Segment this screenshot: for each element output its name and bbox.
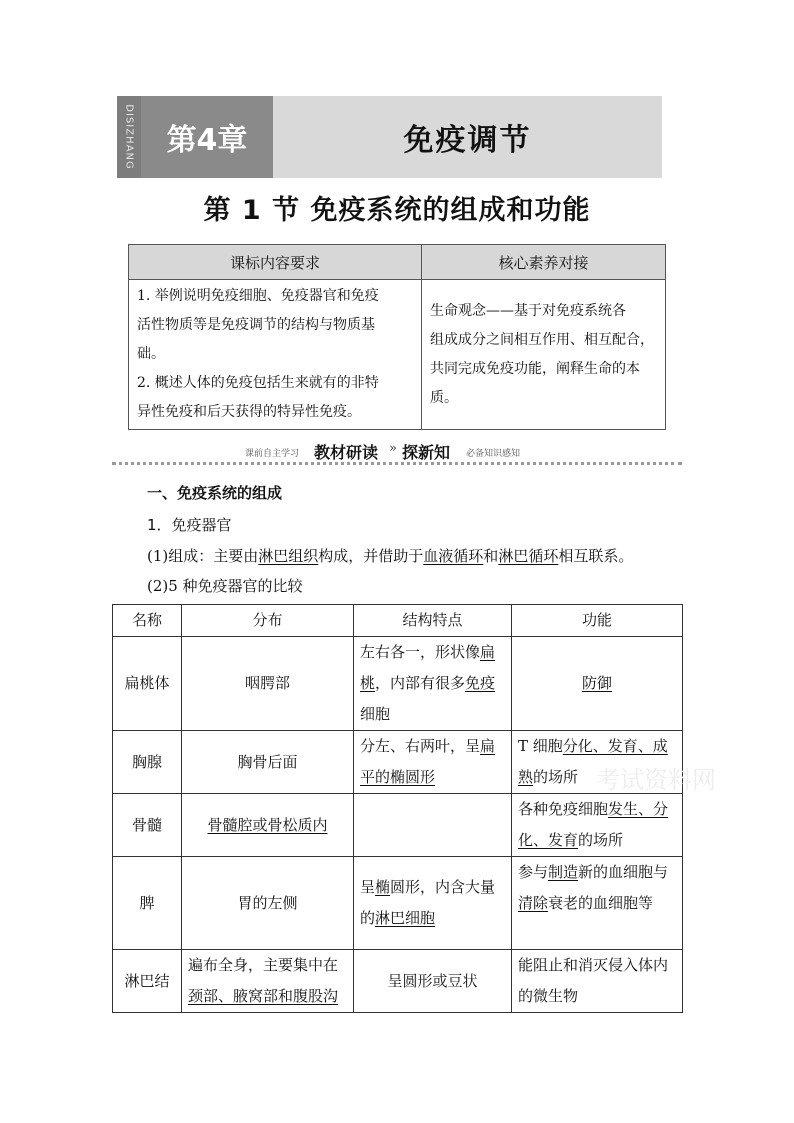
underlined-text: 椭: [375, 878, 391, 896]
text: ，内部有很多: [375, 674, 466, 692]
text: 细胞: [360, 705, 391, 723]
divider-main-b: 探新知: [402, 443, 451, 462]
text: 参与: [518, 863, 549, 881]
divider-left-label: 课前自主学习: [245, 449, 300, 459]
text: (1)组成：主要由: [147, 547, 259, 565]
literacy-line: 组成成分之间相互作用、相互配合，: [430, 331, 654, 348]
underlined-text: 淋巴细胞: [375, 909, 436, 927]
cell-distribution: [182, 950, 354, 1013]
divider-main-a: 教材研读: [314, 443, 379, 462]
cell-structure: [354, 794, 512, 857]
standards-literacy: [422, 280, 666, 430]
cell-structure: [354, 857, 512, 950]
underlined-text: 扁平的椭圆形: [360, 737, 496, 786]
divider-right-label: 必备知识感知: [466, 449, 521, 459]
cell-distribution: 胸骨后面: [182, 731, 354, 794]
text: 分左、右两叶，呈: [360, 737, 481, 755]
underlined-text: 制造: [548, 863, 579, 881]
col-header-name: 名称: [113, 605, 182, 637]
cell-function: [512, 637, 683, 731]
table-header-row: [113, 605, 683, 637]
text: 构成，并借助于: [318, 547, 424, 565]
req-line: 活性物质等是免疫调节的结构与物质基: [137, 317, 375, 333]
cell-name: 脾: [113, 857, 182, 950]
standards-body-row: [129, 280, 666, 430]
literacy-line: 质。: [430, 389, 458, 406]
standards-requirements: [129, 280, 422, 430]
cell-function: 能阻止和消灭侵入体内的微生物: [512, 950, 683, 1013]
col-header-distribution: 分布: [182, 605, 354, 637]
cell-structure: [354, 731, 512, 794]
side-tag-text: DISIZHANG: [123, 104, 135, 170]
cell-name: 胸腺: [113, 731, 182, 794]
underlined-text: 骨髓腔或骨松质内: [207, 815, 328, 834]
chapter-side-tag: [117, 96, 141, 178]
text: 圆形，内含大量的: [360, 878, 496, 927]
section-title: 第 1 节 免疫系统的组成和功能: [203, 195, 591, 226]
chapter-number: 第4章: [166, 123, 248, 158]
chapter-title: 免疫调节: [403, 123, 532, 158]
underlined-text: 扁桃: [360, 643, 496, 692]
divider-arrow-icon: »: [389, 441, 397, 456]
cell-name: 淋巴结: [113, 950, 182, 1013]
cell-name: 扁桃体: [113, 637, 182, 731]
text: 呈: [360, 878, 376, 896]
col-header-function: 功能: [512, 605, 683, 637]
standards-table: [128, 244, 666, 430]
heading-immune-system: 一、免疫系统的组成: [147, 484, 283, 502]
underlined-text: 血液循环: [423, 547, 484, 565]
divider-rule: [112, 462, 682, 465]
underlined-text: 清除: [518, 894, 549, 912]
col-header-structure: 结构特点: [354, 605, 512, 637]
req-line: 异性免疫和后天获得的特异性免疫。: [137, 404, 361, 420]
text: 各种免疫细胞: [518, 800, 609, 818]
cell-distribution: [182, 794, 354, 857]
cell-name: 骨髓: [113, 794, 182, 857]
text: 相互联系。: [558, 547, 634, 565]
chapter-number-box: [141, 96, 273, 178]
cell-function: [512, 857, 683, 950]
watermark: 考试资料网: [596, 766, 716, 794]
text: T 细胞: [518, 737, 563, 755]
req-line: 1. 举例说明免疫细胞、免疫器官和免疫: [137, 288, 379, 304]
section-divider: [112, 437, 682, 463]
cell-distribution: 咽腭部: [182, 637, 354, 731]
cell-structure: 呈圆形或豆状: [354, 950, 512, 1013]
text: 的场所: [578, 831, 624, 849]
underlined-text: 分化、发育、成熟: [518, 737, 668, 786]
text: 新的血细胞与: [578, 863, 669, 881]
text: 遍布全身，主要集中在: [188, 956, 339, 974]
literacy-line: 生命观念——基于对免疫系统各: [430, 302, 626, 319]
paragraph-comparison: (2)5 种免疫器官的比较: [147, 577, 303, 595]
underlined-text: 颈部、腋窝部和腹股沟: [188, 987, 339, 1005]
standards-header-row: [129, 245, 666, 280]
table-row: [113, 794, 683, 857]
text: 的场所: [533, 768, 579, 786]
req-line: 2. 概述人体的免疫包括生来就有的非特: [137, 375, 379, 391]
immune-organ-table: [112, 604, 683, 1013]
underlined-text: 淋巴循环: [498, 547, 559, 565]
table-row: [113, 637, 683, 731]
text: 和: [483, 547, 499, 565]
underlined-text: 防御: [581, 674, 612, 692]
text: 左右各一，形状像: [360, 643, 481, 661]
text: 衰老的血细胞等: [548, 894, 654, 912]
standards-header-left: 课标内容要求: [129, 245, 422, 280]
cell-structure: [354, 637, 512, 731]
table-row: [113, 857, 683, 950]
standards-header-right: 核心素养对接: [422, 245, 666, 280]
req-line: 础。: [137, 346, 165, 362]
underlined-text: 发生、分化、发育: [518, 800, 669, 849]
chapter-title-box: [273, 96, 662, 178]
heading-immune-organs: 1．免疫器官: [147, 516, 232, 534]
cell-function: [512, 794, 683, 857]
underlined-text: 淋巴组织: [258, 547, 319, 565]
underlined-text: 免疫: [465, 674, 496, 692]
literacy-line: 共同完成免疫功能，阐释生命的本: [430, 360, 640, 377]
cell-distribution: 胃的左侧: [182, 857, 354, 950]
table-row: [113, 950, 683, 1013]
paragraph-composition: [147, 545, 633, 566]
